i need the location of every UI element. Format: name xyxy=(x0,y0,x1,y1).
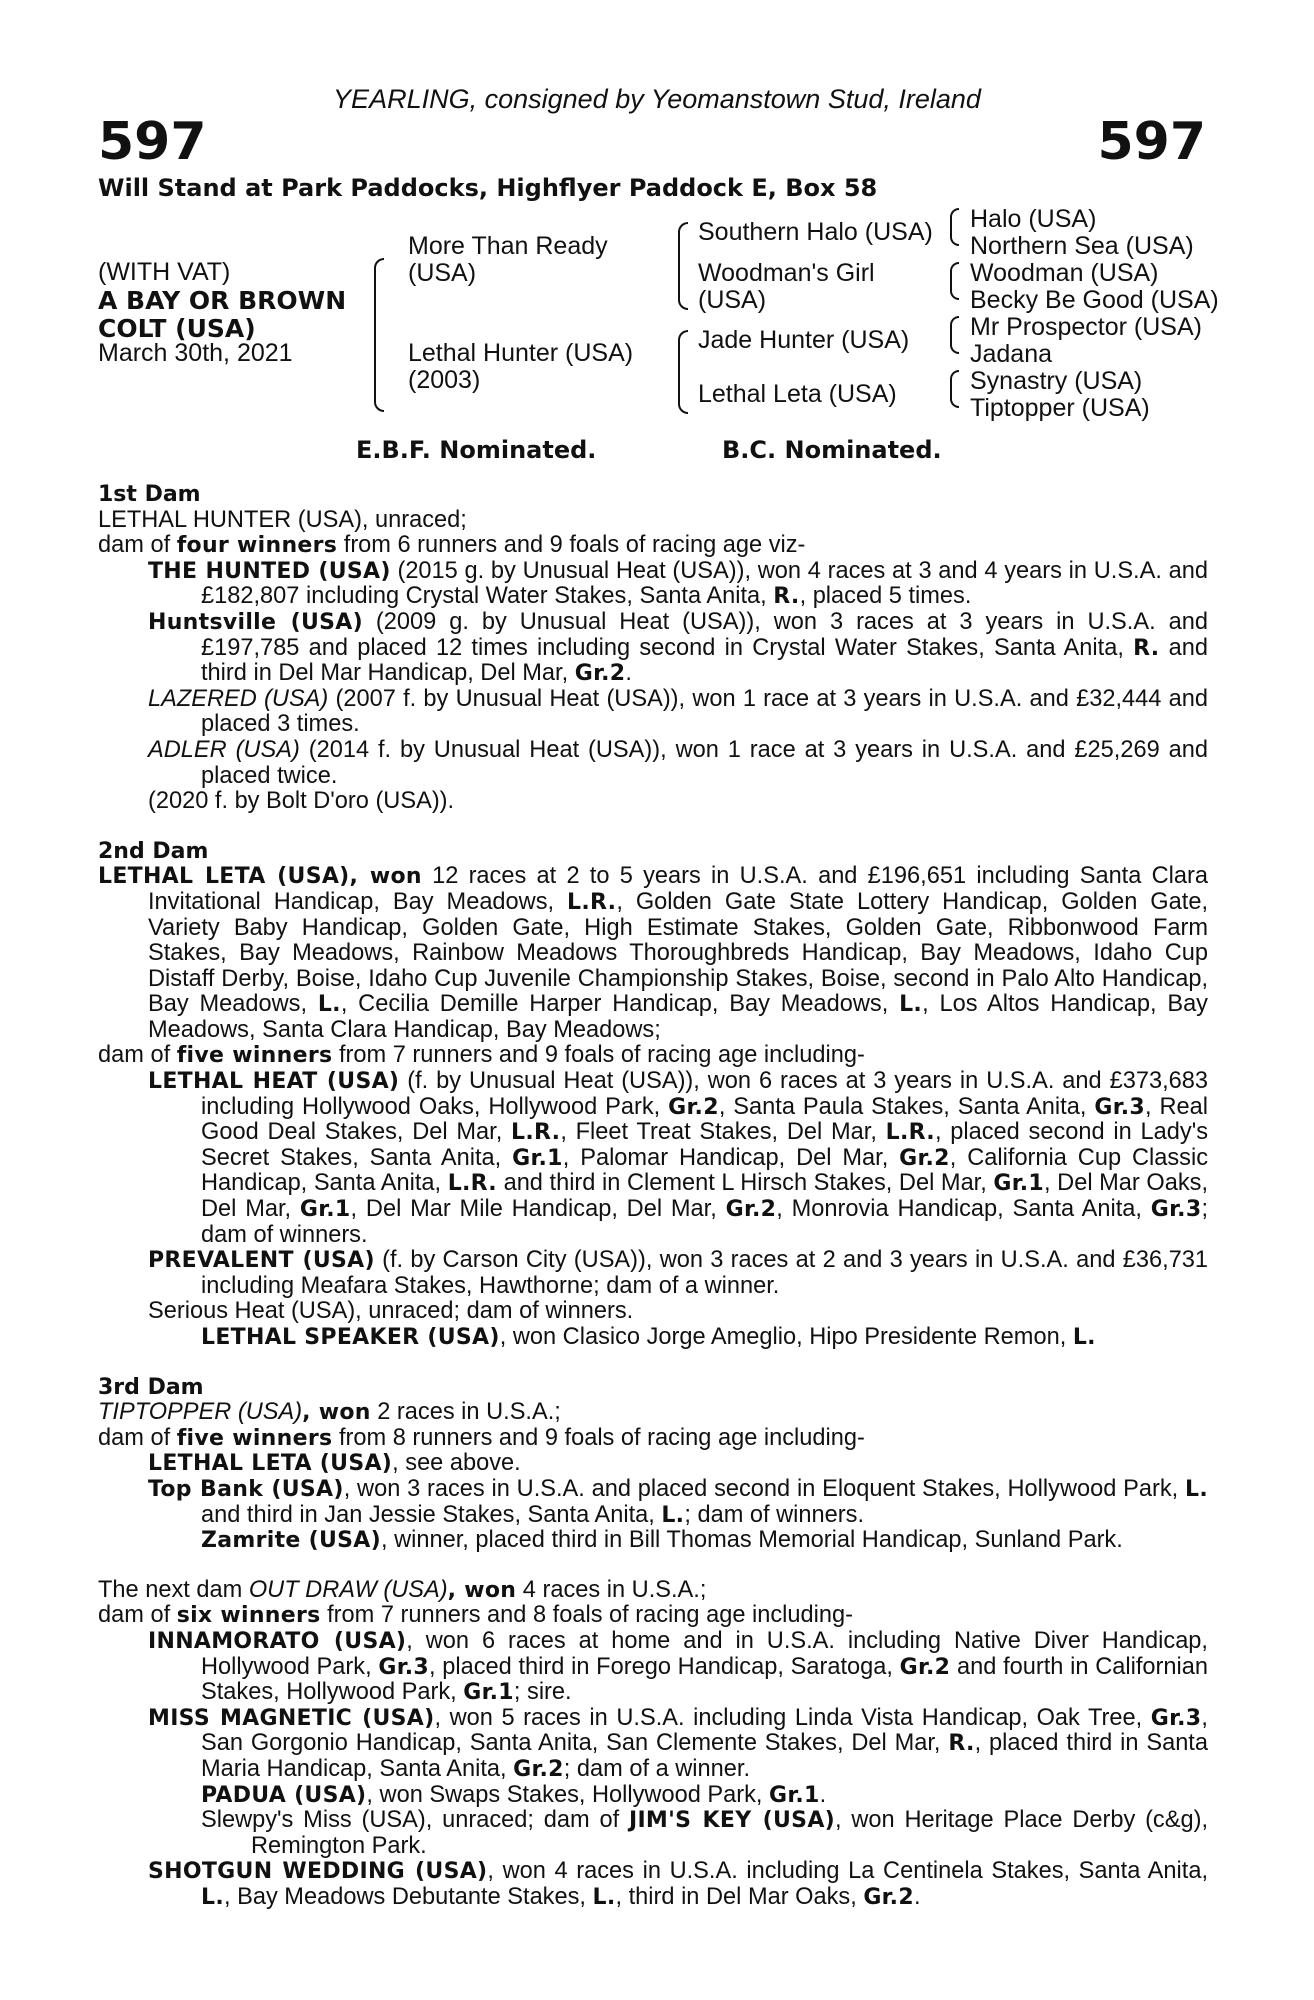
dam-dam: Lethal Leta (USA) xyxy=(698,380,897,408)
next-dam-section xyxy=(98,1578,1208,1911)
pedigree-brace-g3 xyxy=(950,316,959,354)
sire-sire: Southern Halo (USA) xyxy=(698,218,933,246)
dam-year: (2003) xyxy=(408,366,481,394)
vat-note: (WITH VAT) xyxy=(98,258,231,286)
pedigree-brace-main xyxy=(374,258,384,412)
bc-nominated: B.C. Nominated. xyxy=(722,436,942,464)
produce-entry: LETHAL HEAT (USA) (f. by Unusual Heat (USA)), won 6 races at 3 years in U.S.A. and £373,683 including Hollywood Oaks, Hollywood Park, Gr.2, Santa Paula Stakes, Santa Anita, Gr.3, Real Good Deal Stakes, Del Mar, L.R., Fleet Treat Stakes, Del Mar, L.R., placed second in Lady's Secret Stakes, Santa Anita, Gr.1, Palomar Handicap, Del Mar, Gr.2, California Cup Classic Handicap, Santa Anita, L.R. and third in Clement L Hirsch Stakes, Del Mar, Gr.1, Del Mar Oaks, Del Mar, Gr.1, Del Mar Mile Handicap, Del Mar, Gr.2, Monrovia Handicap, Santa Anita, Gr.3; dam of winners. xyxy=(148,1068,1209,1248)
produce-entry: Huntsville (USA) (2009 g. by Unusual Heat (USA)), won 3 races at 3 years in U.S.A. and £197,785 and placed 12 times including second in Crystal Water Stakes, Santa Anita, R. and third in Del Mar Handicap, Del Mar, Gr.2. xyxy=(148,608,1209,687)
grand-produce-entry: PADUA (USA), won Swaps Stakes, Hollywood Park, Gr.1. xyxy=(201,1781,827,1808)
grand-produce-entry: LETHAL SPEAKER (USA), won Clasico Jorge Ameglio, Hipo Presidente Remon, L. xyxy=(201,1324,1096,1350)
pedigree-brace-g1 xyxy=(950,208,959,246)
lot-number-right: 597 xyxy=(1097,112,1206,172)
section-heading: 2nd Dam xyxy=(98,838,209,864)
gg-7: Synastry (USA) xyxy=(970,367,1143,395)
first-dam-section xyxy=(98,482,1208,815)
horse-name-line2: COLT (USA) xyxy=(98,314,256,343)
produce-entry: THE HUNTED (USA) (2015 g. by Unusual Heat (USA)), won 4 races at 3 and 4 years in U.S.A. and £182,807 including Crystal Water Stakes, Santa Anita, R., placed 5 times. xyxy=(148,557,1208,610)
gg-5: Mr Prospector (USA) xyxy=(970,313,1202,341)
dam-produce-summary: dam of four winners from 6 runners and 9 foals of racing age viz- xyxy=(98,532,806,559)
dam-name: Lethal Hunter (USA) xyxy=(408,339,634,367)
gg-1: Halo (USA) xyxy=(970,205,1097,233)
consignor-line: YEARLING, consigned by Yeomanstown Stud, Ireland xyxy=(333,84,981,114)
produce-entry: Serious Heat (USA), unraced; dam of winners. xyxy=(148,1298,634,1325)
dam-produce-summary: dam of five winners from 8 runners and 9 foals of racing age including- xyxy=(98,1424,865,1451)
dam-record: TIPTOPPER (USA), won 2 races in U.S.A.; xyxy=(98,1399,561,1426)
catalogue-body xyxy=(98,482,1208,1910)
produce-entry: MISS MAGNETIC (USA), won 5 races in U.S.A. including Linda Vista Handicap, Oak Tree, Gr.3, San Gorgonio Handicap, Santa Anita, San Clemente Stakes, Del Mar, R., placed third in Santa Maria Handicap, Santa Anita, Gr.2; dam of a winner. xyxy=(148,1704,1208,1782)
stand-location: Will Stand at Park Paddocks, Highflyer Paddock E, Box 58 xyxy=(98,174,878,202)
dam-produce-summary: dam of five winners from 7 runners and 9 foals of racing age including- xyxy=(98,1042,865,1069)
dam-record: LETHAL LETA (USA), won 12 races at 2 to 5 years in U.S.A. and £196,651 including Santa Clara Invitational Handicap, Bay Meadows, L.R., Golden Gate State Lottery Handicap, Golden Gate, Variety Baby Handicap, Golden Gate, High Estimate Stakes, Golden Gate, Ribbonwood Farm Stakes, Bay Meadows, Rainbow Meadows Thoroughbreds Handicap, Bay Meadows, Idaho Cup Distaff Derby, Boise, Idaho Cup Juvenile Championship Stakes, Boise, second in Palo Alto Handicap, Bay Meadows, L., Cecilia Demille Harper Handicap, Bay Meadows, L., Los Altos Handicap, Bay Meadows, Santa Clara Handicap, Bay Meadows; xyxy=(98,863,1209,1043)
pedigree-brace-g2 xyxy=(950,262,959,300)
sire-name: More Than Ready xyxy=(408,232,608,260)
produce-entry: LAZERED (USA) (2007 f. by Unusual Heat (USA)), won 1 race at 3 years in U.S.A. and £32,444 and placed 3 times. xyxy=(148,685,1208,738)
produce-entry: PREVALENT (USA) (f. by Carson City (USA)), won 3 races at 2 and 3 years in U.S.A. and £36,731 including Meafara Stakes, Hawthorne; dam of a winner. xyxy=(148,1247,1208,1299)
grand-produce-entry: Zamrite (USA), winner, placed third in Bill Thomas Memorial Handicap, Sunland Park. xyxy=(201,1527,1123,1554)
foaling-date: March 30th, 2021 xyxy=(98,339,293,367)
produce-entry: SHOTGUN WEDDING (USA), won 4 races in U.S.A. including La Centinela Stakes, Santa Anita, L., Bay Meadows Debutante Stakes, L., third in Del Mar Oaks, Gr.2. xyxy=(148,1858,1208,1910)
section-heading: 1st Dam xyxy=(98,482,201,507)
dam-sire: Jade Hunter (USA) xyxy=(698,326,910,354)
gg-4: Becky Be Good (USA) xyxy=(970,286,1219,314)
pedigree-brace-dam xyxy=(678,330,688,414)
produce-entry: INNAMORATO (USA), won 6 races at home and in U.S.A. including Native Diver Handicap, Hollywood Park, Gr.3, placed third in Forego Handicap, Saratoga, Gr.2 and fourth in Californian Stakes, Hollywood Park, Gr.1; sire. xyxy=(148,1627,1208,1706)
produce-entry: ADLER (USA) (2014 f. by Unusual Heat (USA)), won 1 race at 3 years in U.S.A. and £25,269 and placed twice. xyxy=(148,736,1208,789)
sire-dam-country: (USA) xyxy=(698,286,767,314)
produce-entry: (2020 f. by Bolt D'oro (USA)). xyxy=(148,788,455,815)
gg-3: Woodman (USA) xyxy=(970,259,1159,287)
dam-produce-summary: dam of six winners from 7 runners and 8 foals of racing age including- xyxy=(98,1602,854,1629)
sire-name-country: (USA) xyxy=(408,259,477,287)
sire-dam: Woodman's Girl xyxy=(698,259,875,287)
produce-entry: LETHAL LETA (USA), see above. xyxy=(148,1450,521,1477)
second-dam-section xyxy=(98,839,1208,1351)
third-dam-section xyxy=(98,1375,1208,1554)
lot-number-left: 597 xyxy=(98,112,207,172)
pedigree-brace-g4 xyxy=(950,370,959,408)
section-heading: 3rd Dam xyxy=(98,1374,204,1400)
pedigree-brace-sire xyxy=(678,222,688,310)
gg-2: Northern Sea (USA) xyxy=(970,232,1194,260)
dam-record: The next dam OUT DRAW (USA), won 4 races in U.S.A.; xyxy=(98,1576,707,1603)
horse-name-line1: A BAY OR BROWN xyxy=(98,286,347,315)
gg-8: Tiptopper (USA) xyxy=(970,394,1150,422)
dam-intro: LETHAL HUNTER (USA), unraced; xyxy=(98,506,467,533)
gg-6: Jadana xyxy=(970,340,1053,368)
ebf-nominated: E.B.F. Nominated. xyxy=(356,436,597,464)
grand-produce-entry: Slewpy's Miss (USA), unraced; dam of JIM'S KEY (USA), won Heritage Place Derby (c&g), Remington Park. xyxy=(201,1807,1208,1859)
produce-entry: Top Bank (USA), won 3 races in U.S.A. and placed second in Eloquent Stakes, Hollywood Park, L. and third in Jan Jessie Stakes, Santa Anita, L.; dam of winners. xyxy=(148,1475,1208,1528)
